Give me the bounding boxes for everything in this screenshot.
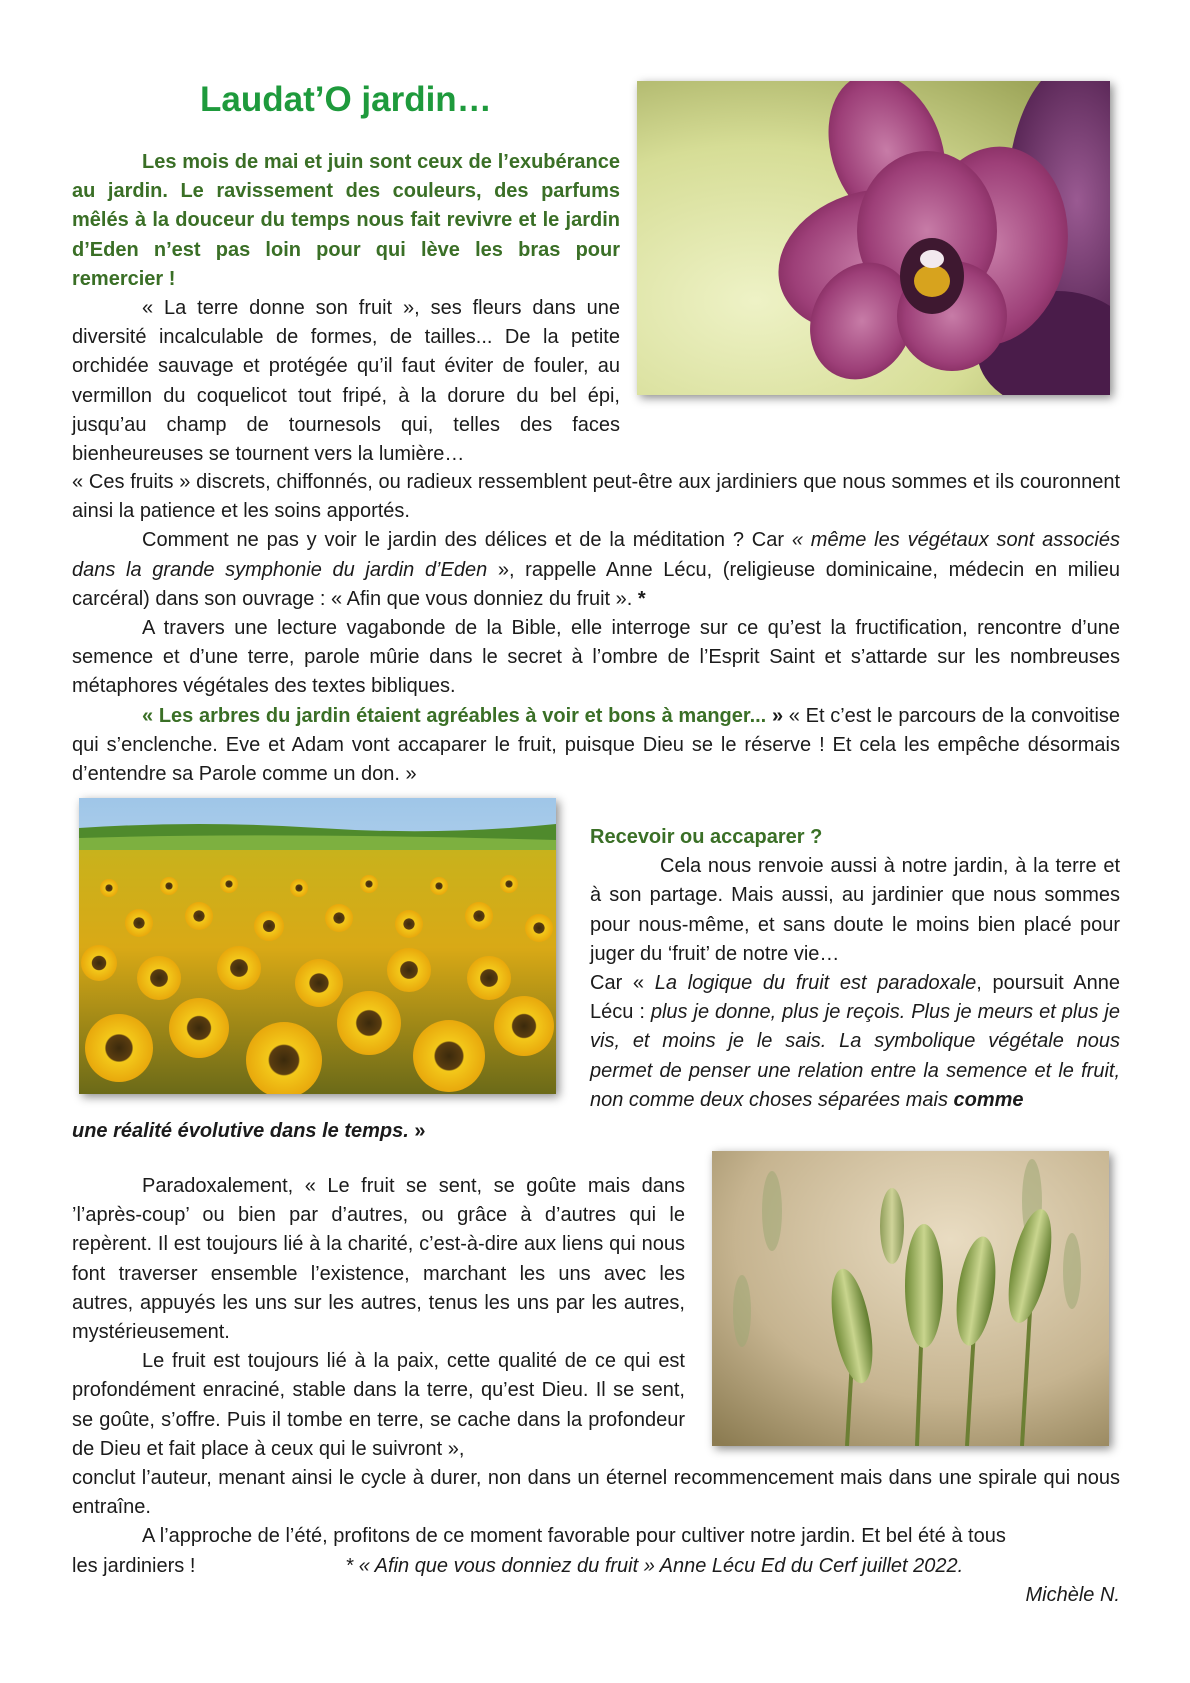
body-paragraph-3: A travers une lecture vagabonde de la Bible, elle interroge sur ce qu’est la fructification, rencontre d’une semence et d’une terre, parole mûrie dans le secret à l’ombre de l’Esprit Saint et s’attarde sur les nombreuses métaphores végétales des textes bibliques. <box>72 617 1120 698</box>
section-paradox <box>72 1172 685 1464</box>
closing-line: les jardiniers ! * « Afin que vous donniez du fruit » Anne Lécu Ed du Cerf juillet 2022. <box>72 1554 964 1577</box>
body-paragraph-2: Comment ne pas y voir le jardin des délices et de la méditation ? Car « même les végétaux sont associés dans la grande symphonie du jardin d’Eden », rappelle Anne Lécu, (religieuse dominicaine, médecin en milieu carcéral) dans son ouvrage : « Afin que vous donniez du fruit ». * <box>72 529 1120 610</box>
wheat-ears-photo <box>712 1151 1109 1446</box>
intro-paragraph: « La terre donne son fruit », ses fleurs dans une diversité incalculable de formes, de tailles... De la petite orchidée sauvage et protégée qu’il faut éviter de fouler, au vermillon du coquelicot tout fripé, à la dorure du bel épi, jusqu’au champ de tournesols qui, telles des faces bienheureuses se tournent vers la lumière… <box>72 297 620 466</box>
closing-paragraph: A l’approche de l’été, profitons de ce moment favorable pour cultiver notre jardin. Et bel été à tous <box>142 1525 1006 1548</box>
section-heading: Recevoir ou accaparer ? <box>590 826 823 848</box>
section3-paragraph-1: Paradoxalement, « Le fruit se sent, se goûte mais dans ’l’après-coup’ ou bien par d’autres, ou grâce à d’autres qui le repèrent. Il est toujours lié à la charité, c’est-à-dire aux liens qui nous font traverser ensemble l’existence, marchant les uns avec les autres, appuyés les uns sur les autres, tenus les uns par les autres, mystérieusement. <box>72 1175 685 1344</box>
orchid-photo <box>637 81 1110 395</box>
body-paragraph-4: « Les arbres du jardin étaient agréables à voir et bons à manger... » « Et c’est le parcours de la convoitise qui s’enclenche. Eve et Adam vont accaparer le fruit, puisque Dieu se le réserve ! Et cela les empêche désormais d’entendre sa Parole comme un don. » <box>72 704 1121 786</box>
section3-paragraph-2-cont: conclut l’auteur, menant ainsi le cycle à durer, non dans un éternel recommencement mais dans une spirale qui nous entraîne. <box>72 1467 1120 1519</box>
section2-paragraph-2: Car « La logique du fruit est paradoxale, poursuit Anne Lécu : plus je donne, plus je reçois. Plus je meurs et plus je vis, et moins je le sais. La symbolique végétale nous permet de penser une relation entre la semence et le fruit, non comme deux choses séparées mais comme <box>590 972 1121 1111</box>
signature: Michèle N. <box>1025 1583 1120 1606</box>
closing-block <box>72 1464 1120 1610</box>
intro-lead: Les mois de mai et juin sont ceux de l’exubérance au jardin. Le ravissement des couleurs, des parfums mêlés à la douceur du temps nous fait revivre et le jardin d’Eden n’est pas loin pour qui lève les bras pour remercier ! <box>72 151 620 290</box>
body-paragraph-1: « Ces fruits » discrets, chiffonnés, ou radieux ressemblent peut-être aux jardiniers que nous sommes et ils couronnent ainsi la patience et les soins apportés. <box>72 471 1120 523</box>
section2-paragraph-2-cont: une réalité évolutive dans le temps. » <box>72 1120 426 1142</box>
section2-continuation <box>72 1117 1120 1146</box>
body-block-1 <box>72 468 1120 789</box>
footnote: * « Afin que vous donniez du fruit » Anne Lécu Ed du Cerf juillet 2022. <box>345 1554 964 1577</box>
article-title: Laudat’O jardin… <box>200 80 492 119</box>
sunflower-field-photo <box>79 798 556 1094</box>
intro-block <box>72 148 620 469</box>
section2-paragraph-1: Cela nous renvoie aussi à notre jardin, à la terre et à son partage. Mais aussi, au jardinier que nous sommes pour nous-même, et sans doute le moins bien placé pour juger du ‘fruit’ de notre vie… <box>590 855 1120 965</box>
section-receive <box>590 823 1120 1115</box>
section3-paragraph-2: Le fruit est toujours lié à la paix, cette qualité de ce qui est profondément enraciné, stable dans la terre, qu’est Dieu. Il se sent, se goûte, s’offre. Puis il tombe en terre, se cache dans la profondeur de Dieu et fait place à ceux qui le suivront », <box>72 1350 685 1460</box>
